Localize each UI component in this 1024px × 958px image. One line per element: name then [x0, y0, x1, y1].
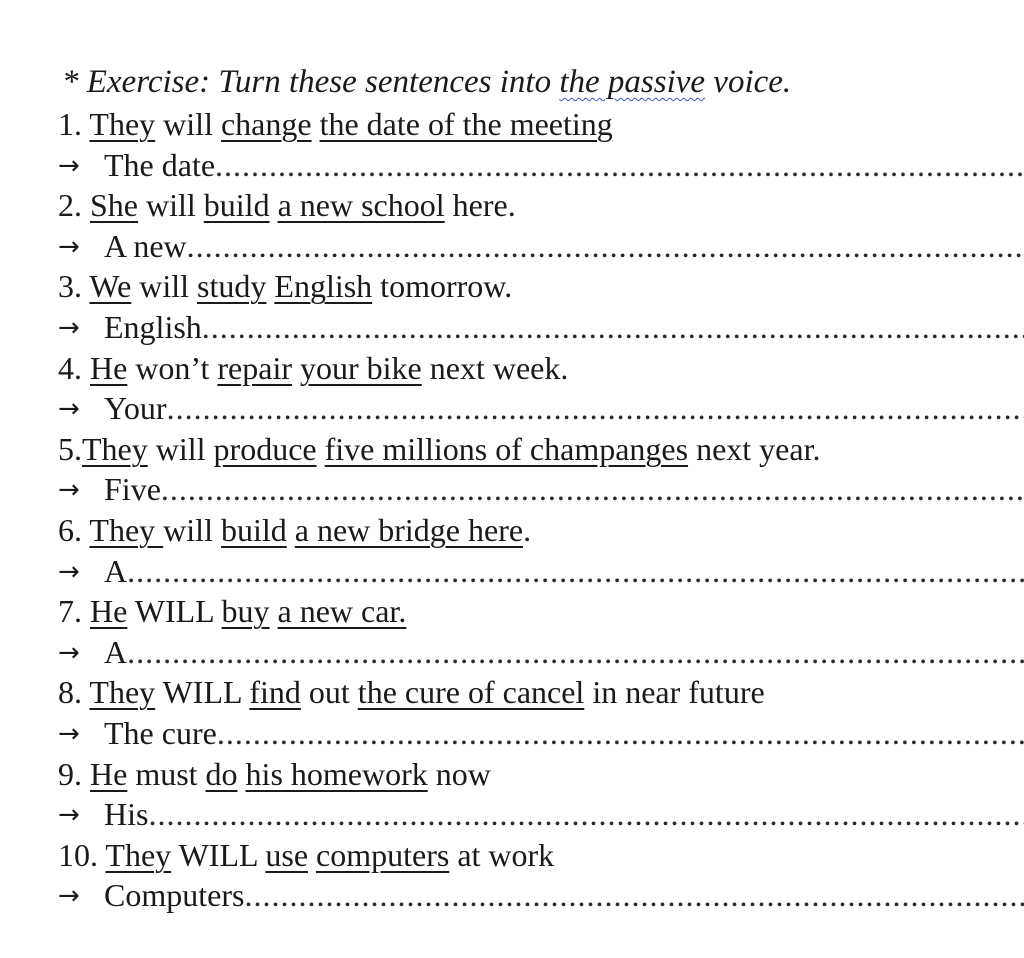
right-arrow-icon: →	[58, 475, 80, 506]
underlined-phrase: study	[197, 268, 267, 305]
underlined-phrase: They	[105, 836, 172, 873]
dotted-answer-blank[interactable]	[161, 469, 1024, 509]
question-text	[292, 350, 300, 386]
underlined-phrase: repair	[217, 349, 292, 386]
answer-start: English	[104, 309, 202, 345]
question-text: .	[523, 512, 532, 548]
underlined-phrase: a new bridge here	[294, 512, 524, 548]
question-text: now	[427, 755, 491, 792]
answer-line[interactable]	[58, 388, 1024, 431]
question-text: 7.	[58, 593, 90, 630]
question-text	[238, 756, 246, 792]
underlined-phrase: build	[220, 512, 287, 548]
underlined-phrase: find	[249, 674, 301, 711]
question-text: 9.	[58, 755, 90, 792]
question-text: will	[147, 430, 214, 467]
question-line	[58, 591, 406, 631]
question-text: will	[163, 512, 221, 548]
dotted-answer-blank[interactable]	[167, 388, 1024, 428]
underlined-phrase: They	[89, 674, 156, 711]
question-text: in near future	[584, 674, 765, 711]
underlined-phrase: five millions of champanges	[324, 430, 689, 467]
question-text: 2.	[58, 187, 90, 224]
answer-line[interactable]	[58, 551, 1024, 594]
question-text: won’t	[127, 349, 218, 386]
question-text	[270, 187, 278, 223]
question-line	[58, 754, 491, 794]
title-prefix: * Exercise: Turn these sentences into	[62, 64, 560, 100]
question-line	[58, 835, 554, 875]
underlined-phrase: change	[220, 106, 312, 142]
answer-line[interactable]	[58, 469, 1024, 512]
underlined-phrase: She	[90, 187, 138, 224]
question-text	[270, 593, 278, 629]
dotted-answer-blank[interactable]	[127, 632, 1024, 672]
question-text: WILL	[171, 836, 266, 873]
dotted-answer-blank[interactable]	[202, 307, 1024, 347]
question-text: will	[138, 187, 204, 224]
question-line	[58, 510, 531, 550]
question-text	[287, 512, 295, 548]
right-arrow-icon: →	[58, 800, 80, 831]
underlined-phrase: computers	[316, 836, 450, 873]
right-arrow-icon: →	[58, 313, 80, 343]
question-text	[308, 837, 316, 873]
answer-start: Your	[104, 390, 167, 427]
question-text: will	[131, 268, 198, 305]
answer-line[interactable]	[58, 226, 1024, 269]
underlined-phrase: a new car.	[277, 593, 407, 630]
answer-start: A	[104, 552, 128, 589]
dotted-answer-blank[interactable]	[244, 875, 1024, 915]
question-text: 6.	[58, 512, 90, 548]
underlined-phrase: build	[203, 187, 270, 224]
question-text: 5.	[58, 430, 82, 467]
answer-start: Five	[104, 471, 161, 508]
underlined-phrase: your bike	[300, 349, 422, 386]
dotted-answer-blank[interactable]	[215, 145, 1024, 185]
underlined-phrase: English	[274, 268, 373, 305]
question-line	[58, 348, 568, 388]
question-text: WILL	[127, 593, 222, 630]
question-text: next week.	[421, 349, 569, 386]
exercise-title	[62, 62, 791, 102]
underlined-phrase: a new school	[277, 187, 445, 224]
question-text: WILL	[155, 674, 250, 711]
right-arrow-icon: →	[58, 637, 80, 668]
right-arrow-icon: →	[58, 394, 80, 425]
question-line	[58, 185, 516, 225]
question-text	[317, 431, 325, 467]
question-line	[58, 104, 613, 144]
underlined-phrase: He	[90, 349, 128, 386]
question-line	[58, 672, 765, 712]
underlined-phrase: buy	[221, 593, 270, 630]
answer-start: His	[104, 796, 149, 833]
question-text: out	[300, 674, 358, 711]
question-text: at work	[449, 836, 555, 873]
question-text: 10.	[58, 836, 106, 873]
question-text: must	[127, 755, 206, 792]
question-text: tomorrow.	[372, 268, 513, 305]
underlined-phrase: the cure of cancel	[357, 674, 585, 711]
answer-line[interactable]	[58, 145, 1024, 188]
answer-start: The cure	[104, 715, 217, 751]
answer-line[interactable]	[58, 794, 1024, 837]
underlined-phrase: produce	[213, 430, 317, 467]
underlined-phrase: his homework	[245, 755, 428, 792]
underlined-phrase: He	[90, 593, 128, 630]
question-text: next year.	[688, 430, 821, 467]
question-text: 1.	[58, 106, 90, 142]
question-line	[58, 266, 512, 306]
right-arrow-icon: →	[58, 881, 80, 912]
right-arrow-icon: →	[58, 231, 80, 262]
dotted-answer-blank[interactable]	[148, 794, 1024, 834]
question-text	[312, 106, 320, 142]
answer-line[interactable]	[58, 307, 1024, 350]
underlined-phrase: do	[205, 755, 238, 792]
underlined-phrase: use	[265, 836, 309, 873]
right-arrow-icon: →	[58, 556, 80, 587]
answer-line[interactable]	[58, 632, 1024, 675]
answer-start: The date	[104, 146, 216, 183]
question-text: will	[155, 106, 221, 142]
dotted-answer-blank[interactable]	[187, 226, 1024, 266]
dotted-answer-blank[interactable]	[217, 713, 1024, 753]
underlined-phrase: They	[89, 512, 164, 548]
title-suffix: voice.	[705, 64, 792, 100]
right-arrow-icon: →	[58, 150, 80, 181]
underlined-phrase: We	[89, 268, 132, 305]
underlined-phrase: They	[89, 106, 156, 142]
answer-start: A new	[104, 227, 187, 264]
title-wavy-words: the passive	[559, 64, 706, 100]
answer-start: Computers	[104, 877, 245, 914]
dotted-answer-blank[interactable]	[127, 551, 1024, 591]
answer-line[interactable]	[58, 713, 1024, 756]
question-line	[58, 429, 820, 469]
underlined-phrase: He	[90, 755, 128, 792]
underlined-phrase: They	[82, 430, 148, 467]
question-text: 3.	[58, 268, 90, 305]
answer-start: A	[104, 633, 128, 670]
question-text: here.	[444, 187, 516, 224]
right-arrow-icon: →	[58, 719, 80, 749]
underlined-phrase: the date of the meeting	[319, 106, 613, 142]
answer-line[interactable]	[58, 875, 1024, 918]
question-text: 8.	[58, 674, 90, 711]
question-text: 4.	[58, 349, 90, 386]
